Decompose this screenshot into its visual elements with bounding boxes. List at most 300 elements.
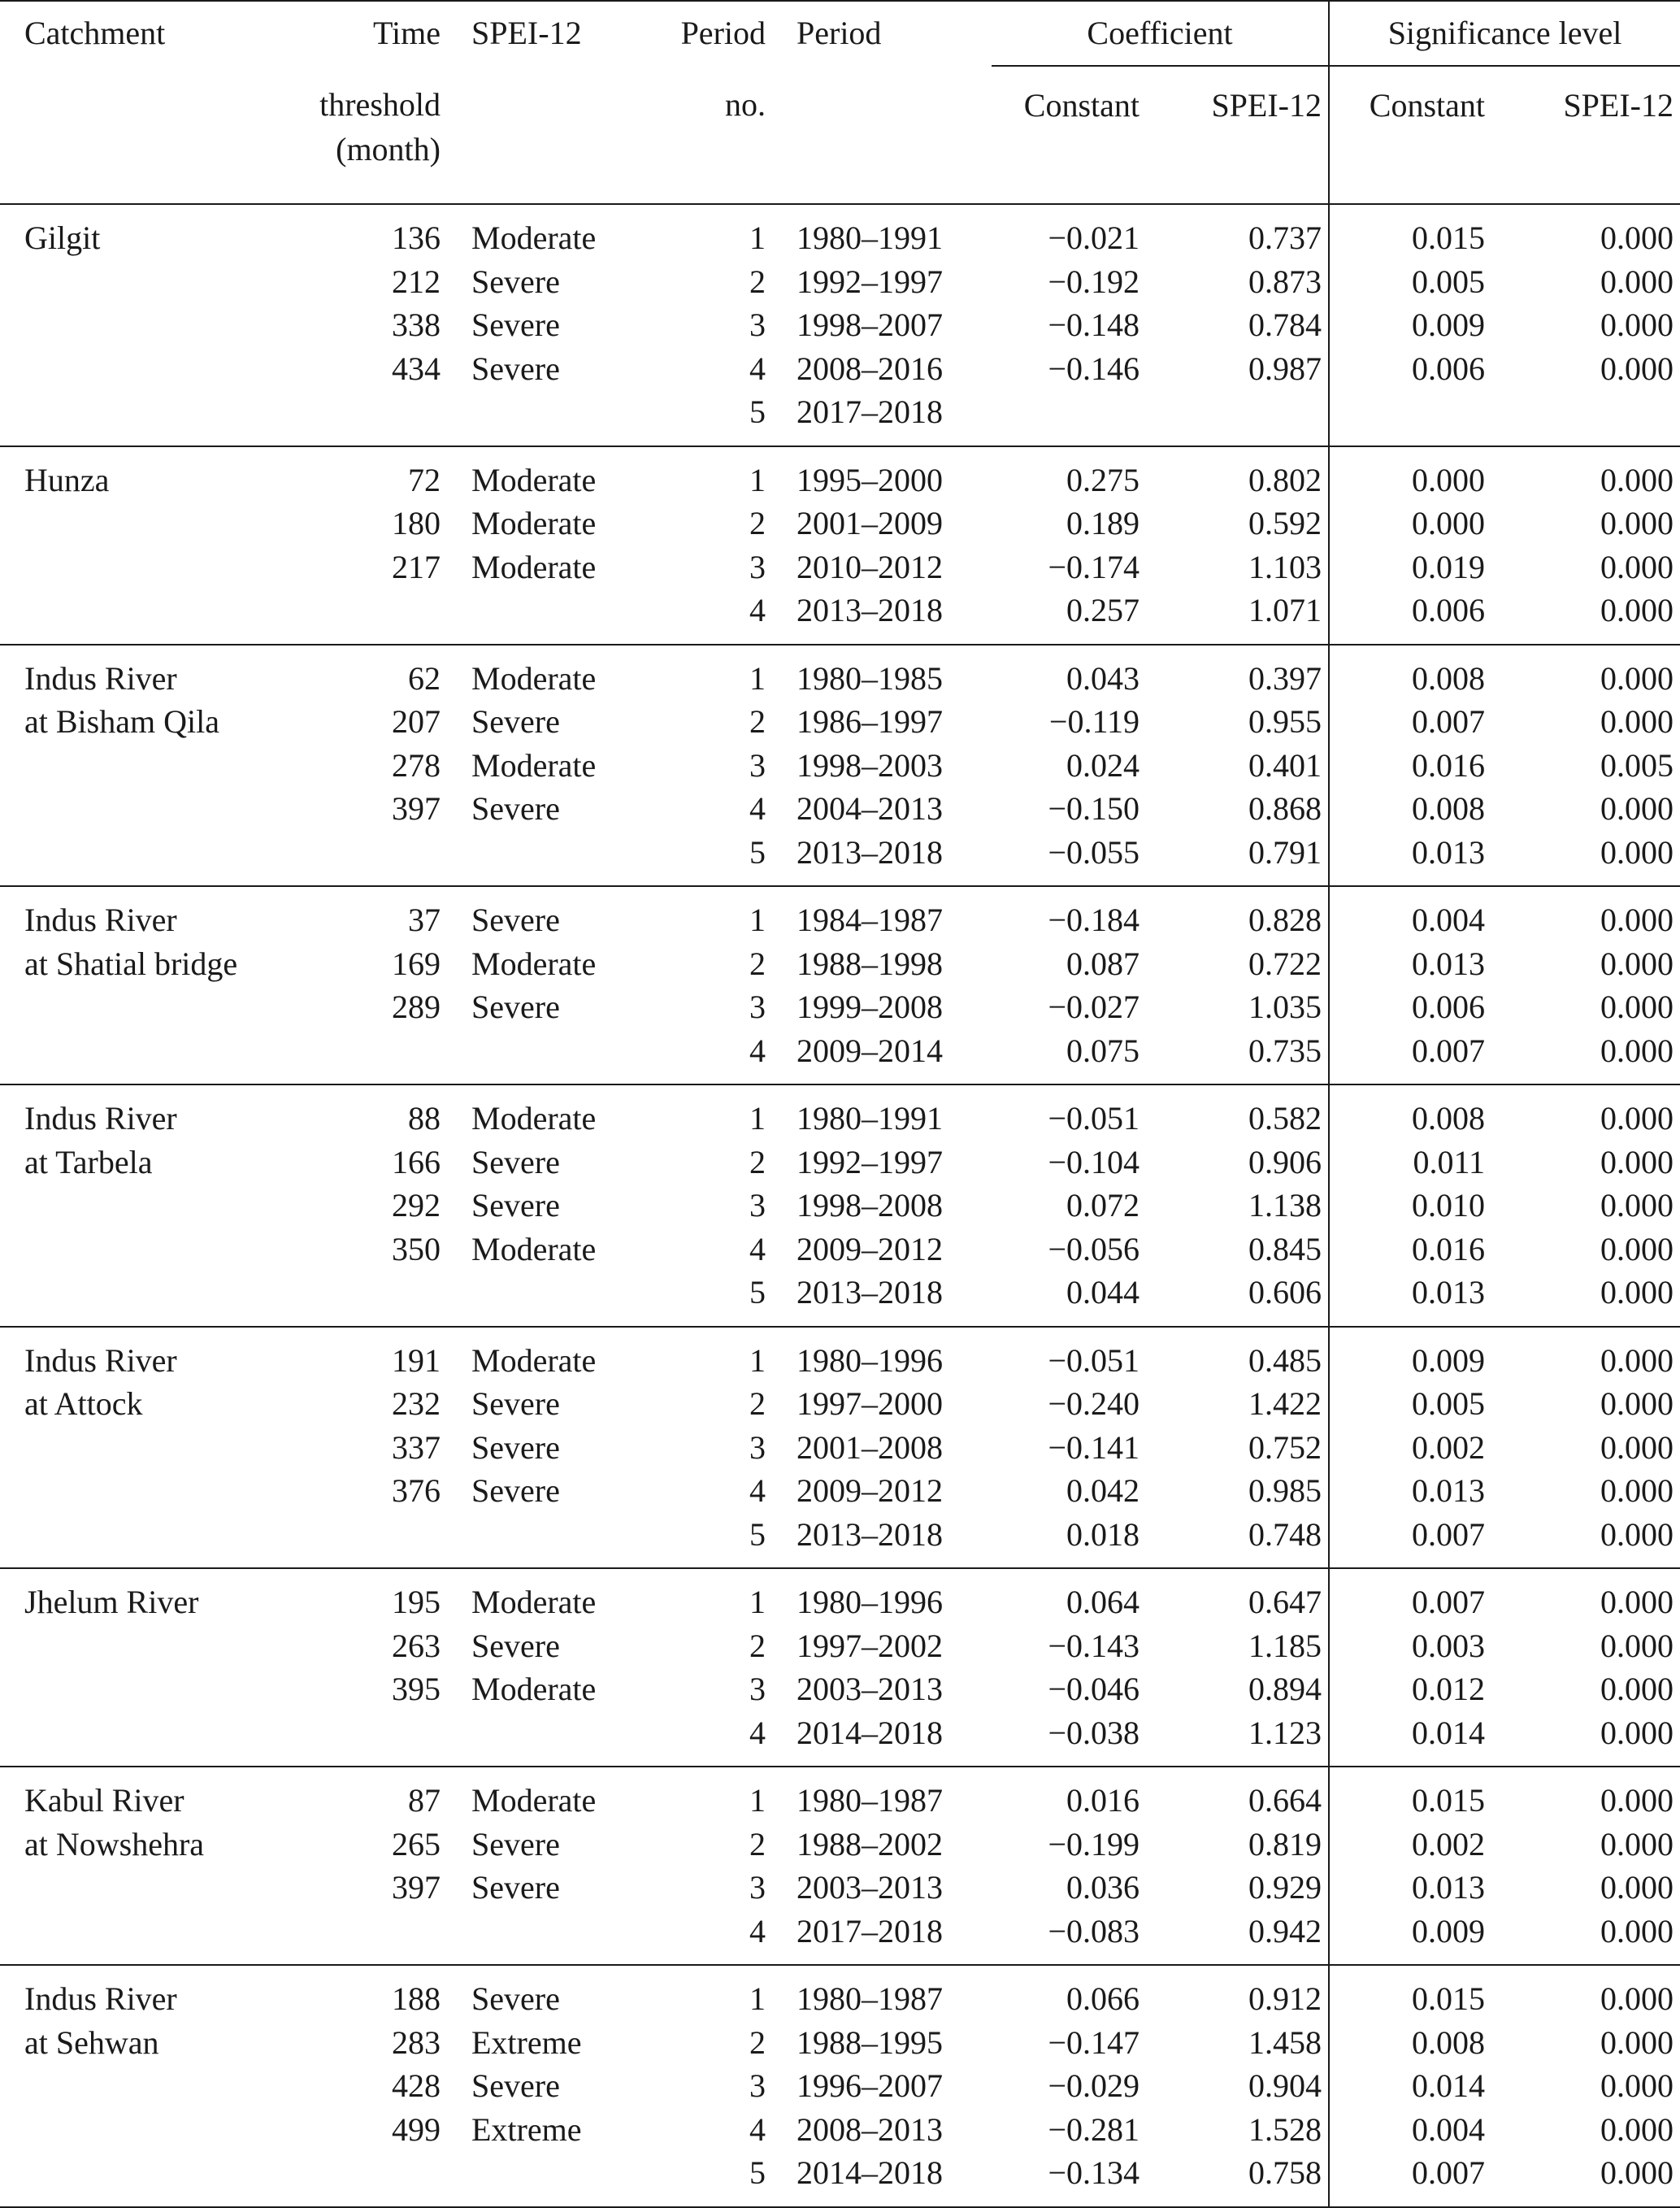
period-number-cell: 2: [749, 505, 766, 541]
coef-spei-cell: 1.458: [1146, 2021, 1329, 2065]
sig-spei-cell: 0.005: [1600, 746, 1674, 784]
spei-category-cell: Severe: [471, 1472, 560, 1509]
table-row: [0, 1767, 1680, 1823]
coef-spei-cell: 1.103: [1146, 545, 1329, 589]
coef-spei-cell: 0.758: [1146, 2151, 1329, 2207]
catchment-cell: [0, 1624, 284, 1668]
table-header: [0, 1, 1680, 204]
sig-constant-cell: 0.009: [1412, 1912, 1486, 1949]
coef-constant-cell: −0.051: [992, 1084, 1146, 1141]
sig-spei-cell: 0.000: [1600, 2023, 1674, 2061]
table-row: [0, 1910, 1680, 1966]
time-threshold-cell: 37: [284, 886, 447, 942]
sig-constant-cell: 0.004: [1329, 886, 1491, 942]
sig-constant-cell: 0.006: [1412, 350, 1486, 387]
period-cell: 1980–1991: [772, 204, 992, 260]
header-period-no: Period: [626, 1, 772, 66]
sig-constant-cell: 0.016: [1412, 746, 1486, 784]
coef-constant-cell: 0.066: [992, 1965, 1146, 2021]
coef-spei-cell: 0.904: [1146, 2064, 1329, 2108]
sig-spei-cell: 0.000: [1600, 1869, 1674, 1906]
spei-category-cell: Extreme: [471, 2110, 582, 2148]
period-number-cell: 3: [749, 1869, 766, 1906]
period-number-cell: 5: [626, 2151, 772, 2207]
time-threshold-cell: 62: [284, 645, 447, 701]
period-cell: 2001–2008: [797, 1428, 943, 1466]
time-threshold-cell: 166: [392, 1143, 441, 1180]
coef-spei-cell: 0.828: [1146, 886, 1329, 942]
coef-constant-cell: 0.189: [1066, 505, 1140, 541]
coef-constant-cell: −0.029: [1048, 2067, 1140, 2104]
header-coefficient: Coefficient: [992, 1, 1329, 66]
table-row: [0, 1141, 1680, 1184]
header-catchment: Catchment: [0, 1, 284, 66]
period-number-cell: 3: [749, 548, 766, 585]
catchment-cell: [0, 502, 284, 545]
period-cell: 1998–2008: [797, 1187, 943, 1224]
period-cell: 2010–2012: [797, 548, 943, 585]
coef-spei-cell: 0.606: [1146, 1271, 1329, 1327]
period-number-cell: 2: [749, 263, 766, 300]
table-row: [0, 1382, 1680, 1426]
table-row: [0, 347, 1680, 391]
sig-constant-cell: 0.008: [1329, 645, 1491, 701]
table-row: [0, 1568, 1680, 1624]
sig-constant-cell: 0.000: [1412, 505, 1486, 541]
period-number-cell: 4: [749, 1472, 766, 1509]
period-cell: 1980–1987: [772, 1965, 992, 2021]
sig-spei-cell: 0.000: [1600, 2067, 1674, 2104]
period-cell: 2004–2013: [797, 790, 943, 827]
coef-constant-cell: −0.148: [1048, 306, 1140, 343]
spei-category-cell: [447, 1711, 626, 1767]
time-threshold-cell: 350: [392, 1230, 441, 1267]
sig-constant-cell: 0.005: [1412, 263, 1486, 300]
coef-constant-cell: −0.027: [1048, 989, 1140, 1025]
period-cell: 2013–2018: [797, 592, 943, 628]
period-number-cell: 2: [749, 1385, 766, 1422]
coef-spei-cell: 1.138: [1146, 1184, 1329, 1228]
period-cell: 2009–2012: [797, 1472, 943, 1509]
sig-spei-cell: 0.000: [1491, 1084, 1680, 1141]
sig-spei-cell: 0.000: [1600, 548, 1674, 585]
table-row: [0, 502, 1680, 545]
period-number-cell: 1: [626, 1327, 772, 1383]
spei-category-cell: Severe: [471, 790, 560, 827]
coef-spei-cell: 0.784: [1146, 303, 1329, 347]
spei-category-cell: Moderate: [447, 1568, 626, 1624]
period-cell: 1997–2002: [797, 1627, 943, 1664]
period-cell: 1999–2008: [797, 989, 943, 1025]
table-row: [0, 2064, 1680, 2108]
period-number-cell: 3: [749, 1671, 766, 1707]
period-cell: 2017–2018: [797, 393, 943, 430]
sig-constant-cell: 0.019: [1412, 548, 1486, 585]
catchment-cell: [0, 1029, 284, 1085]
table-row: [0, 942, 1680, 986]
period-number-cell: 5: [749, 1274, 766, 1310]
table-row: [0, 2151, 1680, 2207]
sig-spei-cell: 0.000: [1600, 1714, 1674, 1751]
catchment-cell: Indus River: [0, 886, 284, 942]
coef-spei-cell: 0.752: [1146, 1426, 1329, 1470]
table-row: [0, 1184, 1680, 1228]
period-cell: 1984–1987: [772, 886, 992, 942]
period-cell: 2003–2013: [797, 1869, 943, 1906]
coef-constant-cell: −0.150: [1048, 790, 1140, 827]
spei-category-cell: [447, 2151, 626, 2207]
sig-constant-cell: 0.006: [1412, 592, 1486, 628]
period-cell: 2009–2012: [797, 1230, 943, 1267]
coef-constant-cell: −0.192: [1048, 263, 1140, 300]
sig-constant-cell: 0.014: [1412, 1714, 1486, 1751]
sig-constant-cell: 0.014: [1412, 2067, 1486, 2104]
sig-constant-cell: 0.004: [1412, 2110, 1486, 2148]
period-cell: 1986–1997: [797, 703, 943, 740]
coef-spei-cell: 0.722: [1146, 942, 1329, 986]
coef-spei-cell: 0.791: [1146, 831, 1329, 887]
sig-spei-cell: 0.000: [1600, 945, 1674, 982]
spei-category-cell: Moderate: [447, 204, 626, 260]
period-number-cell: 1: [626, 1084, 772, 1141]
header-period: Period: [772, 1, 992, 66]
coef-constant-cell: −0.199: [1048, 1825, 1140, 1862]
sig-constant-cell: 0.009: [1412, 306, 1486, 343]
table-row: [0, 1426, 1680, 1470]
header-period-no-suffix: no.: [725, 86, 766, 123]
time-threshold-cell: 188: [284, 1965, 447, 2021]
table-row: [0, 204, 1680, 260]
period-cell: 1980–1991: [772, 1084, 992, 1141]
time-threshold-cell: 499: [392, 2110, 441, 2148]
catchment-cell: [0, 1184, 284, 1228]
coef-constant-cell: 0.016: [992, 1767, 1146, 1823]
period-number-cell: 2: [749, 1825, 766, 1862]
period-cell: 2003–2013: [797, 1671, 943, 1707]
coef-constant-cell: −0.184: [992, 886, 1146, 942]
table-row: [0, 645, 1680, 701]
sig-spei-cell: 0.000: [1600, 1472, 1674, 1509]
coef-spei-cell: 0.647: [1146, 1568, 1329, 1624]
catchment-cell: [0, 1667, 284, 1711]
sig-constant-cell: 0.013: [1412, 945, 1486, 982]
header-blank: [772, 66, 992, 128]
spei-category-cell: [447, 831, 626, 887]
time-threshold-cell: 395: [392, 1671, 441, 1707]
catchment-cell: at Bisham Qila: [24, 703, 219, 740]
period-number-cell: 1: [626, 1568, 772, 1624]
period-number-cell: 1: [626, 1965, 772, 2021]
catchment-cell: at Attock: [24, 1385, 143, 1422]
time-threshold-cell: [284, 589, 447, 645]
table-row: [0, 589, 1680, 645]
period-number-cell: 3: [749, 746, 766, 784]
period-number-cell: 2: [749, 703, 766, 740]
catchment-cell: [0, 2064, 284, 2108]
catchment-cell: at Nowshehra: [24, 1825, 205, 1862]
table-row: [0, 390, 1680, 446]
coef-spei-cell: 0.868: [1146, 787, 1329, 831]
sig-constant-cell: 0.007: [1412, 703, 1486, 740]
coef-constant-cell: −0.038: [1048, 1714, 1140, 1751]
coef-constant-cell: 0.024: [1066, 746, 1140, 784]
time-threshold-cell: [284, 2151, 447, 2207]
period-number-cell: 3: [749, 1428, 766, 1466]
coef-constant-cell: [992, 390, 1146, 446]
table-row: [0, 1667, 1680, 1711]
spei-category-cell: Moderate: [447, 645, 626, 701]
sig-spei-cell: 0.000: [1600, 1385, 1674, 1422]
catchment-cell: [0, 347, 284, 391]
sig-spei-cell: 0.000: [1600, 350, 1674, 387]
time-threshold-cell: 338: [392, 306, 441, 343]
catchment-cell: at Tarbela: [24, 1143, 153, 1180]
period-number-cell: 4: [749, 1912, 766, 1949]
catchment-cell: [0, 744, 284, 788]
header-time-threshold: threshold: [319, 86, 441, 123]
time-threshold-cell: 289: [392, 989, 441, 1025]
spei-category-cell: Extreme: [471, 2023, 582, 2061]
spei-category-cell: Severe: [471, 263, 560, 300]
period-cell: 1992–1997: [797, 1143, 943, 1180]
header-blank: [992, 128, 1146, 204]
spei-category-cell: Severe: [471, 1143, 560, 1180]
sig-spei-cell: [1491, 390, 1680, 446]
catchment-cell: [0, 1513, 284, 1569]
time-threshold-cell: 292: [392, 1187, 441, 1224]
spei-category-cell: [447, 390, 626, 446]
time-threshold-cell: 72: [284, 446, 447, 502]
sig-spei-cell: 0.000: [1600, 703, 1674, 740]
period-cell: 2001–2009: [797, 505, 943, 541]
spei-category-cell: [447, 589, 626, 645]
period-number-cell: 5: [749, 393, 766, 430]
table-row: [0, 700, 1680, 744]
header-time: Time: [284, 1, 447, 66]
header-blank: [1146, 128, 1329, 204]
coef-constant-cell: −0.240: [1048, 1385, 1140, 1422]
sig-spei-cell: 0.000: [1491, 2151, 1680, 2207]
sig-constant-cell: [1329, 390, 1491, 446]
header-blank: [0, 66, 284, 128]
spei-category-cell: Severe: [471, 2067, 560, 2104]
sig-constant-cell: 0.008: [1412, 790, 1486, 827]
period-cell: 2014–2018: [797, 1714, 943, 1751]
table-row: [0, 1029, 1680, 1085]
table-row: [0, 1711, 1680, 1767]
time-threshold-cell: 180: [392, 505, 441, 541]
table-row: [0, 2021, 1680, 2065]
table-row: [0, 1866, 1680, 1910]
coef-constant-cell: 0.257: [1066, 592, 1140, 628]
spei-category-cell: Moderate: [471, 1230, 597, 1267]
period-number-cell: 4: [749, 350, 766, 387]
coef-constant-cell: −0.051: [992, 1327, 1146, 1383]
coef-spei-cell: [1146, 390, 1329, 446]
time-threshold-cell: 88: [284, 1084, 447, 1141]
period-number-cell: 1: [626, 645, 772, 701]
header-blank: [0, 128, 284, 204]
table-row: [0, 1624, 1680, 1668]
period-number-cell: 1: [626, 204, 772, 260]
catchment-cell: Gilgit: [0, 204, 284, 260]
coef-constant-cell: −0.134: [992, 2151, 1146, 2207]
time-threshold-cell: 195: [284, 1568, 447, 1624]
period-number-cell: 4: [749, 1230, 766, 1267]
period-cell: 1998–2007: [797, 306, 943, 343]
table-row: [0, 545, 1680, 589]
period-number-cell: 4: [749, 790, 766, 827]
catchment-cell: [0, 985, 284, 1029]
table-row: [0, 744, 1680, 788]
period-cell: 2013–2018: [797, 1274, 943, 1310]
table-row: [0, 1084, 1680, 1141]
catchment-cell: [0, 1228, 284, 1271]
sig-constant-cell: 0.013: [1412, 1274, 1486, 1310]
spei-category-cell: Severe: [471, 1825, 560, 1862]
period-cell: 1988–1998: [797, 945, 943, 982]
sig-spei-cell: 0.000: [1600, 1825, 1674, 1862]
sig-spei-cell: 0.000: [1600, 1627, 1674, 1664]
header-blank: [626, 128, 772, 204]
header-blank: [772, 128, 992, 204]
sig-spei-cell: 0.000: [1491, 204, 1680, 260]
period-number-cell: 3: [749, 989, 766, 1025]
spei-category-cell: Severe: [471, 1385, 560, 1422]
coef-constant-cell: 0.064: [992, 1568, 1146, 1624]
period-number-cell: 4: [749, 1714, 766, 1751]
sig-spei-cell: 0.000: [1600, 1187, 1674, 1224]
coef-spei-cell: 1.123: [1146, 1711, 1329, 1767]
coef-spei-cell: 0.955: [1146, 700, 1329, 744]
time-threshold-cell: 232: [392, 1385, 441, 1422]
sig-constant-cell: 0.013: [1412, 1472, 1486, 1509]
time-threshold-cell: 265: [392, 1825, 441, 1862]
period-cell: 1997–2000: [797, 1385, 943, 1422]
catchment-cell: Jhelum River: [0, 1568, 284, 1624]
time-threshold-cell: [284, 1271, 447, 1327]
header-blank: [447, 128, 626, 204]
time-threshold-cell: 207: [392, 703, 441, 740]
catchment-cell: [0, 1426, 284, 1470]
catchment-cell: [0, 1866, 284, 1910]
period-number-cell: 4: [749, 2110, 766, 2148]
header-blank: [447, 66, 626, 128]
coef-constant-cell: −0.174: [1048, 548, 1140, 585]
sig-constant-cell: 0.002: [1412, 1428, 1486, 1466]
period-cell: 1995–2000: [772, 446, 992, 502]
sig-spei-cell: 0.000: [1600, 1515, 1674, 1553]
catchment-cell: [0, 787, 284, 831]
time-threshold-cell: 217: [392, 548, 441, 585]
coef-spei-cell: 0.735: [1146, 1029, 1329, 1085]
time-threshold-cell: 263: [392, 1627, 441, 1664]
period-cell: 1998–2003: [797, 746, 943, 784]
coef-spei-cell: 0.845: [1146, 1228, 1329, 1271]
catchment-cell: [0, 303, 284, 347]
spei-category-cell: Moderate: [471, 505, 597, 541]
catchment-cell: [0, 390, 284, 446]
period-number-cell: 5: [749, 833, 766, 871]
period-cell: 1980–1996: [772, 1327, 992, 1383]
sig-constant-cell: 0.013: [1412, 833, 1486, 871]
spei-category-cell: Moderate: [447, 1327, 626, 1383]
time-threshold-cell: [284, 390, 447, 446]
sig-spei-cell: 0.000: [1600, 790, 1674, 827]
coef-spei-cell: 1.528: [1146, 2108, 1329, 2152]
period-cell: 1980–1996: [772, 1568, 992, 1624]
catchment-cell: [0, 1910, 284, 1966]
sig-constant-cell: 0.010: [1412, 1187, 1486, 1224]
time-threshold-cell: [284, 831, 447, 887]
time-threshold-cell: [284, 1029, 447, 1085]
period-number-cell: 1: [626, 1767, 772, 1823]
sig-constant-cell: 0.007: [1329, 1568, 1491, 1624]
period-number-cell: 4: [749, 592, 766, 628]
coef-spei-cell: 0.873: [1146, 260, 1329, 304]
time-threshold-cell: [284, 1910, 447, 1966]
sig-constant-cell: 0.015: [1329, 204, 1491, 260]
catchment-cell: [0, 1271, 284, 1327]
coef-spei-cell: 0.664: [1146, 1767, 1329, 1823]
period-number-cell: 1: [626, 446, 772, 502]
coef-constant-cell: −0.281: [1048, 2110, 1140, 2148]
period-number-cell: 4: [749, 1032, 766, 1069]
sig-constant-cell: 0.002: [1412, 1825, 1486, 1862]
coef-spei-cell: 0.906: [1146, 1141, 1329, 1184]
sig-spei-cell: 0.000: [1600, 1671, 1674, 1707]
coef-constant-cell: −0.021: [992, 204, 1146, 260]
period-cell: 2017–2018: [797, 1912, 943, 1949]
spei-category-cell: Severe: [447, 886, 626, 942]
period-cell: 2013–2018: [797, 1515, 943, 1553]
coef-constant-cell: 0.087: [1066, 945, 1140, 982]
coef-constant-cell: 0.042: [1066, 1472, 1140, 1509]
sig-constant-cell: 0.007: [1329, 2151, 1491, 2207]
header-blank: [1329, 128, 1491, 204]
coef-spei-cell: 1.422: [1146, 1382, 1329, 1426]
coef-spei-cell: 0.737: [1146, 204, 1329, 260]
coef-constant-cell: −0.055: [1048, 833, 1140, 871]
catchment-cell: [0, 831, 284, 887]
coef-constant-cell: −0.147: [1048, 2023, 1140, 2061]
sig-spei-cell: 0.000: [1600, 306, 1674, 343]
table-row: [0, 1823, 1680, 1867]
time-threshold-cell: 337: [392, 1428, 441, 1466]
coef-spei-cell: 1.071: [1146, 589, 1329, 645]
time-threshold-cell: [284, 1513, 447, 1569]
sig-spei-cell: 0.000: [1600, 2110, 1674, 2148]
sig-spei-cell: 0.000: [1600, 1428, 1674, 1466]
sig-spei-cell: 0.000: [1491, 1965, 1680, 2021]
sig-spei-cell: 0.000: [1600, 505, 1674, 541]
coef-spei-cell: 0.397: [1146, 645, 1329, 701]
table-row: [0, 260, 1680, 304]
period-cell: 1988–2002: [797, 1825, 943, 1862]
coef-constant-cell: 0.036: [1066, 1869, 1140, 1906]
catchment-cell: at Shatial bridge: [24, 945, 238, 982]
time-threshold-cell: [284, 1711, 447, 1767]
time-threshold-cell: 136: [284, 204, 447, 260]
spei-category-cell: Moderate: [471, 746, 597, 784]
period-number-cell: 2: [749, 2023, 766, 2061]
time-threshold-cell: 87: [284, 1767, 447, 1823]
spei-category-cell: [447, 1910, 626, 1966]
time-threshold-cell: 283: [392, 2023, 441, 2061]
coef-spei-cell: 0.592: [1146, 502, 1329, 545]
period-cell: 1988–1995: [797, 2023, 943, 2061]
catchment-cell: Indus River: [0, 1327, 284, 1383]
